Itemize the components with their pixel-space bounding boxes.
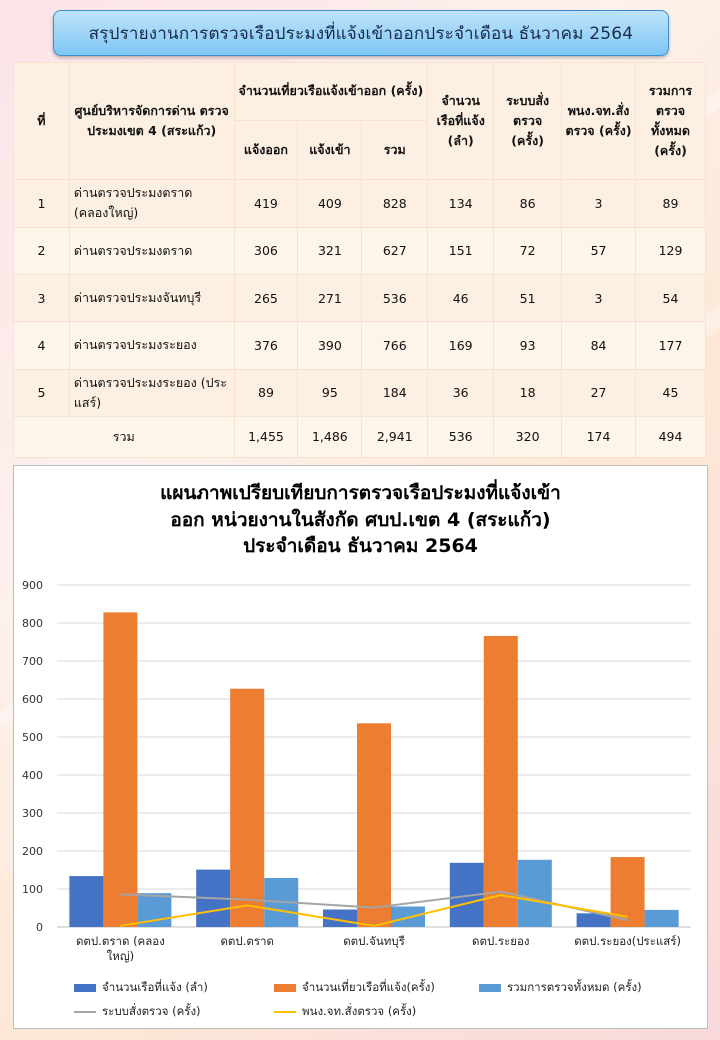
x-tick-label: ดตป.ตราด [220, 934, 274, 948]
y-tick-label: 300 [22, 807, 43, 820]
legend-item-total [479, 979, 642, 997]
bar [645, 910, 679, 927]
cell-name: ด่านตรวจประมงตราด [69, 227, 234, 274]
legend-swatch-officer [274, 1011, 296, 1013]
cell-out: 265 [234, 274, 298, 321]
cell-sum: 627 [362, 227, 428, 274]
header-no: ที่ [14, 63, 70, 180]
cell-name: ด่านตรวจประมงระยอง [69, 322, 234, 369]
y-tick-label: 400 [22, 769, 43, 782]
cell-in: 95 [298, 369, 362, 416]
chart-svg [14, 466, 707, 1028]
cell-name: ด่านตรวจประมงระยอง (ประแสร์) [69, 369, 234, 416]
header-officer: พนง.จท.สั่ง ตรวจ (ครั้ง) [562, 63, 636, 180]
cell-officer: 27 [562, 369, 636, 416]
cell-system: 18 [494, 369, 562, 416]
cell-total: 177 [636, 322, 706, 369]
cell-no: 3 [14, 274, 70, 321]
legend-label-boats: จำนวนเรือที่แจ้ง (ลำ) [102, 980, 208, 994]
total-boats: 536 [428, 416, 494, 457]
report-title-text: สรุปรายงานการตรวจเรือประมงที่แจ้งเข้าออกประจำเดือน ธันวาคม 2564 [88, 23, 634, 44]
cell-system: 51 [494, 274, 562, 321]
cell-officer: 3 [562, 180, 636, 227]
cell-sum: 766 [362, 322, 428, 369]
cell-boats: 151 [428, 227, 494, 274]
chart-title-line-1: แผนภาพเปรียบเทียบการตรวจเรือประมงที่แจ้งเข้า [160, 482, 561, 504]
cell-no: 1 [14, 180, 70, 227]
cell-boats: 134 [428, 180, 494, 227]
cell-boats: 169 [428, 322, 494, 369]
cell-boats: 46 [428, 274, 494, 321]
total-system: 320 [494, 416, 562, 457]
cell-officer: 3 [562, 274, 636, 321]
cell-system: 72 [494, 227, 562, 274]
table-row [14, 227, 706, 274]
total-total: 494 [636, 416, 706, 457]
legend-item-trips [274, 979, 435, 997]
y-tick-label: 100 [22, 883, 43, 896]
cell-out: 306 [234, 227, 298, 274]
cell-in: 409 [298, 180, 362, 227]
total-label: รวม [14, 416, 235, 457]
legend-item-system [74, 1003, 201, 1021]
legend-swatch-boats [74, 984, 96, 992]
table-row [14, 369, 706, 416]
header-total: รวมการ ตรวจ ทั้งหมด (ครั้ง) [636, 63, 706, 180]
cell-in: 321 [298, 227, 362, 274]
legend-label-officer: พนง.จท.สั่งตรวจ (ครั้ง) [302, 1004, 417, 1018]
legend-swatch-trips [274, 984, 296, 992]
header-trips: จำนวนเที่ยวเรือแจ้งเข้าออก (ครั้ง) [234, 63, 428, 121]
cell-sum: 536 [362, 274, 428, 321]
legend-swatch-system [74, 1011, 96, 1013]
legend-label-system: ระบบสั่งตรวจ (ครั้ง) [102, 1004, 201, 1018]
table-row [14, 274, 706, 321]
cell-sum: 184 [362, 369, 428, 416]
cell-name: ด่านตรวจประมงจันทบุรี [69, 274, 234, 321]
y-tick-label: 200 [22, 845, 43, 858]
cell-out: 419 [234, 180, 298, 227]
cell-name: ด่านตรวจประมงตราด (คลองใหญ่) [69, 180, 234, 227]
chart-title-line-2: ออก หน่วยงานในสังกัด ศบป.เขต 4 (สระแก้ว) [170, 508, 551, 531]
cell-total: 129 [636, 227, 706, 274]
table-row [14, 180, 706, 227]
cell-officer: 84 [562, 322, 636, 369]
x-tick-label: ดตป.จันทบุรี [343, 934, 405, 948]
cell-system: 86 [494, 180, 562, 227]
bar [357, 723, 391, 927]
header-boats: จำนวน เรือที่แจ้ง (ลำ) [428, 63, 494, 180]
cell-boats: 36 [428, 369, 494, 416]
cell-no: 4 [14, 322, 70, 369]
total-sum: 2,941 [362, 416, 428, 457]
bar [69, 876, 103, 927]
header-system: ระบบสั่ง ตรวจ (ครั้ง) [494, 63, 562, 180]
cell-total: 89 [636, 180, 706, 227]
report-table [13, 62, 706, 458]
x-tick-label: ใหญ่) [106, 949, 135, 963]
cell-sum: 828 [362, 180, 428, 227]
header-out: แจ้งออก [234, 120, 298, 180]
total-out: 1,455 [234, 416, 298, 457]
bar [103, 612, 137, 927]
bar [484, 636, 518, 927]
cell-out: 89 [234, 369, 298, 416]
bar [230, 689, 264, 927]
cell-total: 54 [636, 274, 706, 321]
cell-officer: 57 [562, 227, 636, 274]
y-tick-label: 700 [22, 655, 43, 668]
cell-no: 2 [14, 227, 70, 274]
legend-label-trips: จำนวนเที่ยวเรือที่แจ้ง(ครั้ง) [302, 980, 435, 994]
legend-swatch-total [479, 984, 501, 992]
chart-title-line-3: ประจำเดือน ธันวาคม 2564 [243, 535, 478, 558]
x-tick-label: ดตป.ตราด (คลอง [75, 934, 165, 948]
cell-system: 93 [494, 322, 562, 369]
chart-panel [13, 465, 708, 1029]
y-tick-label: 0 [36, 921, 43, 934]
cell-no: 5 [14, 369, 70, 416]
cell-total: 45 [636, 369, 706, 416]
legend-item-boats [74, 979, 208, 997]
cell-out: 376 [234, 322, 298, 369]
table-total-row [14, 416, 706, 457]
y-tick-label: 500 [22, 731, 43, 744]
legend-item-officer [274, 1003, 416, 1021]
x-tick-label: ดตป.ระยอง [472, 934, 530, 948]
table-row [14, 322, 706, 369]
bar [518, 860, 552, 927]
total-officer: 174 [562, 416, 636, 457]
y-tick-label: 800 [22, 617, 43, 630]
header-sum: รวม [362, 120, 428, 180]
y-tick-label: 900 [22, 579, 43, 592]
legend-label-total: รวมการตรวจทั้งหมด (ครั้ง) [507, 980, 642, 994]
x-tick-label: ดตป.ระยอง(ประแสร์) [574, 934, 681, 948]
header-in: แจ้งเข้า [298, 120, 362, 180]
report-title [53, 10, 669, 56]
cell-in: 271 [298, 274, 362, 321]
total-in: 1,486 [298, 416, 362, 457]
header-center: ศูนย์บริหารจัดการด่าน ตรวจประมงเขต 4 (สระแก้ว) [69, 63, 234, 180]
y-tick-label: 600 [22, 693, 43, 706]
cell-in: 390 [298, 322, 362, 369]
